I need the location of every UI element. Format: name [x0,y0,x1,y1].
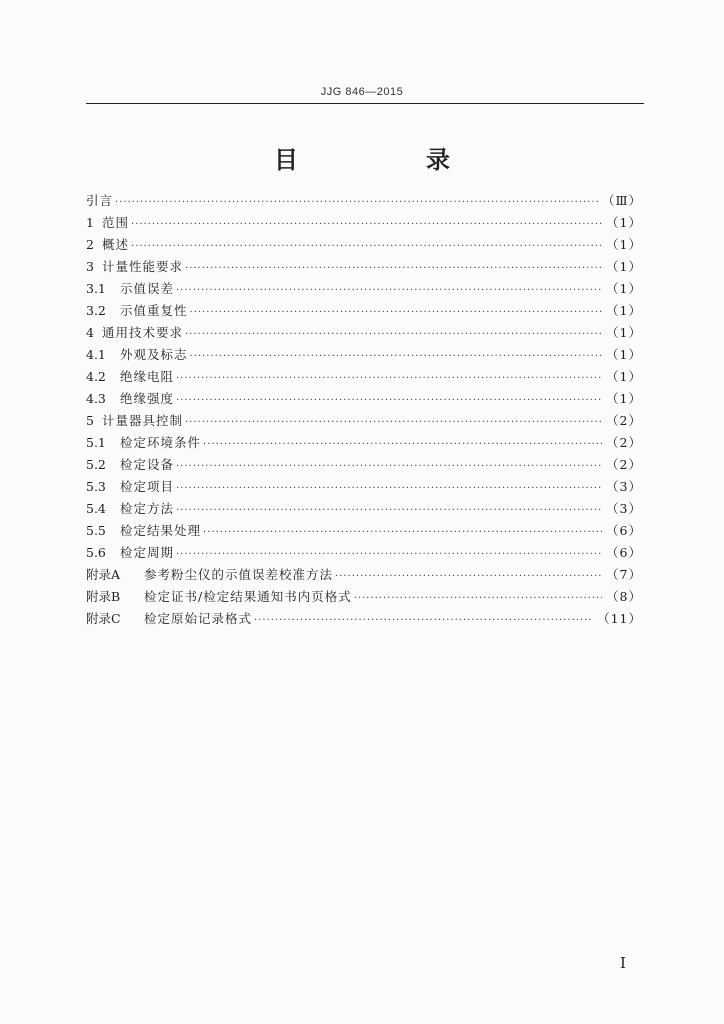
toc-entry-number: 5.6 [86,545,106,560]
toc-dot-leader [335,566,602,588]
toc-entry-label: 绝缘电阻 [120,369,175,384]
toc-entry[interactable] [86,322,642,344]
toc-entry[interactable] [86,344,642,366]
toc-dot-leader [185,258,602,280]
toc-dot-leader [354,588,602,610]
toc-entry-page: （11） [597,611,642,626]
toc-entry-label: 示值重复性 [120,303,188,318]
toc-entry-number: 4.2 [86,369,106,384]
toc-entry-number: 附录A [86,567,121,582]
toc-entry[interactable] [86,366,642,388]
toc-entry-page: （2） [606,435,642,450]
toc-dot-leader [190,302,603,324]
toc-entry-page: （3） [606,501,642,516]
toc-dot-leader [176,544,602,566]
toc-entry[interactable] [86,542,642,564]
toc-entry-number: 5.3 [86,479,106,494]
toc-dot-leader [131,214,602,236]
toc-entry-page: （1） [606,347,642,362]
header-rule [86,103,644,104]
toc-entry-page: （1） [606,303,642,318]
toc-entry-number: 附录B [86,589,121,604]
toc-entry-label: 绝缘强度 [120,391,175,406]
toc-entry[interactable] [86,256,642,278]
toc-entry-number: 5 [86,413,94,428]
toc-entry-label: 通用技术要求 [102,325,184,340]
toc-dot-leader [203,434,602,456]
toc-entry-label: 检定结果处理 [120,523,202,538]
toc-entry-label: 检定方法 [120,501,175,516]
standard-code: JJG 846—2015 [320,86,404,98]
toc-entry-label: 检定环境条件 [120,435,202,450]
toc-entry-label: 检定证书/检定结果通知书内页格式 [144,589,352,604]
toc-dot-leader [190,346,603,368]
toc-entry-page: （2） [606,457,642,472]
toc-dot-leader [131,236,602,258]
toc-entry[interactable] [86,300,642,322]
toc-entry-number: 2 [86,237,94,252]
toc-entry-label: 参考粉尘仪的示值误差校准方法 [144,567,334,582]
toc-entry-page: （6） [606,523,642,538]
toc-entry[interactable] [86,586,642,608]
toc-entry[interactable] [86,410,642,432]
toc-dot-leader [115,192,598,214]
toc-entry[interactable] [86,608,642,630]
toc-entry[interactable] [86,520,642,542]
toc-entry-label: 检定原始记录格式 [144,611,253,626]
toc-title: 目 录 [274,145,502,174]
toc-entry-page: （1） [606,259,642,274]
table-of-contents [86,190,642,630]
toc-entry-label: 计量性能要求 [102,259,184,274]
toc-dot-leader [176,280,602,302]
toc-entry[interactable] [86,432,642,454]
toc-entry-label: 计量器具控制 [102,413,184,428]
toc-entry[interactable] [86,564,642,586]
toc-dot-leader [176,500,602,522]
toc-entry-label: 引言 [86,193,114,208]
toc-entry[interactable] [86,388,642,410]
toc-entry-page: （3） [606,479,642,494]
toc-entry-label: 概述 [102,237,130,252]
toc-entry-number: 1 [86,215,94,230]
toc-entry-page: （Ⅲ） [601,193,642,208]
toc-entry-page: （6） [606,545,642,560]
toc-entry-page: （1） [606,281,642,296]
toc-entry-label: 检定设备 [120,457,175,472]
toc-entry[interactable] [86,476,642,498]
toc-entry[interactable] [86,278,642,300]
toc-entry-number: 4.3 [86,391,106,406]
toc-entry[interactable] [86,190,642,212]
toc-entry-number: 5.5 [86,523,106,538]
toc-entry[interactable] [86,454,642,476]
toc-entry-label: 示值误差 [120,281,175,296]
page-number: I [620,954,626,972]
toc-entry-page: （8） [606,589,642,604]
toc-entry-page: （1） [606,237,642,252]
toc-entry-label: 检定周期 [120,545,175,560]
toc-entry[interactable] [86,212,642,234]
toc-dot-leader [176,456,602,478]
toc-entry-number: 5.2 [86,457,106,472]
toc-entry-page: （1） [606,391,642,406]
toc-entry-page: （2） [606,413,642,428]
toc-entry-page: （1） [606,215,642,230]
toc-entry-number: 4 [86,325,94,340]
toc-entry-number: 5.1 [86,435,106,450]
toc-entry-number: 3.1 [86,281,106,296]
toc-entry-number: 5.4 [86,501,106,516]
toc-entry-page: （1） [606,369,642,384]
toc-entry-number: 3.2 [86,303,106,318]
toc-entry[interactable] [86,234,642,256]
toc-entry-page: （7） [606,567,642,582]
toc-entry-number: 附录C [86,611,121,626]
toc-dot-leader [176,368,602,390]
toc-dot-leader [185,324,602,346]
toc-dot-leader [176,390,602,412]
toc-dot-leader [185,412,602,434]
toc-dot-leader [203,522,602,544]
toc-entry-number: 4.1 [86,347,106,362]
toc-dot-leader [254,610,593,632]
toc-entry-label: 范围 [102,215,130,230]
toc-entry-page: （1） [606,325,642,340]
toc-entry[interactable] [86,498,642,520]
toc-entry-label: 外观及标志 [120,347,188,362]
toc-dot-leader [176,478,602,500]
toc-entry-number: 3 [86,259,94,274]
toc-entry-label: 检定项目 [120,479,175,494]
